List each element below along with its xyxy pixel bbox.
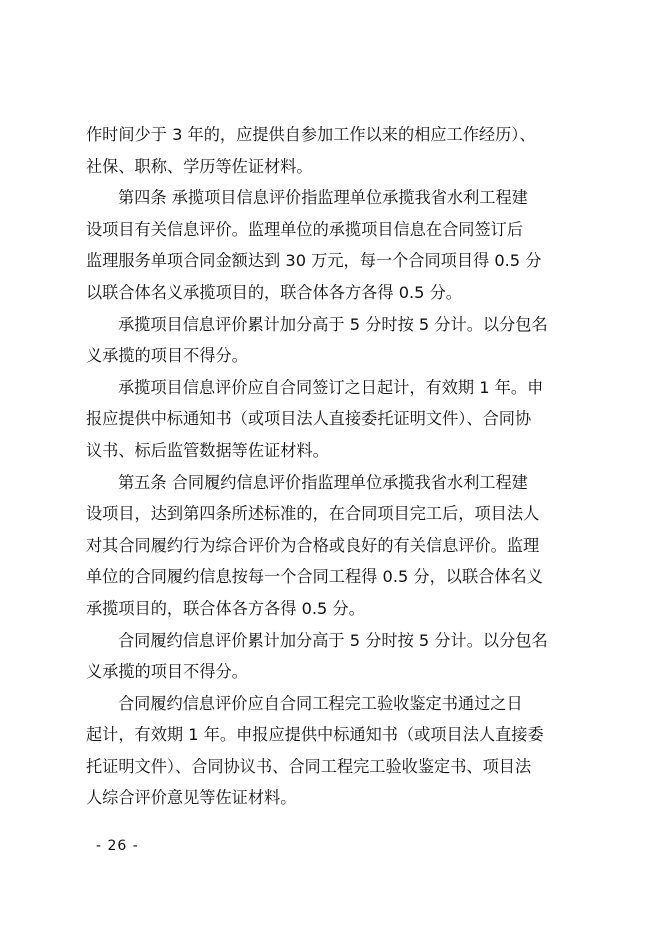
text-line: 单位的合同履约信息按每一个合同工程得 0.5 分，以联合体名义	[86, 567, 543, 587]
text-line: 承揽项目的，联合体各方各得 0.5 分。	[86, 598, 365, 618]
text-line: 人综合评价意见等佐证材料。	[86, 788, 297, 808]
text-line: 设项目，达到第四条所述标准的，在合同项目完工后，项目法人	[86, 504, 540, 524]
text-line: 义承揽的项目不得分。	[86, 662, 248, 682]
page-number: - 26 -	[96, 838, 139, 854]
article-4-heading-line: 第四条 承揽项目信息评价指监理单位承揽我省水利工程建	[118, 188, 528, 208]
paragraph-first-line: 承揽项目信息评价应自合同签订之日起计，有效期 1 年。申	[118, 377, 544, 397]
text-line: 设项目有关信息评价。监理单位的承揽项目信息在合同签订后	[86, 219, 524, 239]
paragraph-first-line: 合同履约信息评价累计加分高于 5 分时按 5 分计。以分包名	[118, 630, 548, 650]
paragraph-first-line: 承揽项目信息评价累计加分高于 5 分时按 5 分计。以分包名	[118, 314, 548, 334]
text-line: 对其合同履约行为综合评价为合格或良好的有关信息评价。监理	[86, 535, 540, 555]
text-line: 监理服务单项合同金额达到 30 万元，每一个合同项目得 0.5 分	[86, 251, 542, 271]
text-line: 社保、职称、学历等佐证材料。	[86, 156, 313, 176]
paragraph-first-line: 合同履约信息评价应自合同工程完工验收鉴定书通过之日	[118, 693, 523, 713]
body-text	[86, 119, 578, 814]
text-line: 以联合体名义承揽项目的，联合体各方各得 0.5 分。	[86, 282, 462, 302]
text-line: 作时间少于 3 年的，应提供自参加工作以来的相应工作经历）、	[86, 125, 536, 144]
text-line: 报应提供中标通知书（或项目法人直接委托证明文件）、合同协	[86, 409, 532, 429]
text-line: 托证明文件）、合同协议书、合同工程完工验收鉴定书、项目法	[86, 756, 532, 776]
text-line: 起计，有效期 1 年。申报应提供中标通知书（或项目法人直接委	[86, 725, 544, 745]
text-line: 义承揽的项目不得分。	[86, 346, 248, 366]
article-5-heading-line: 第五条 合同履约信息评价指监理单位承揽我省水利工程建	[118, 472, 528, 492]
text-line: 议书、标后监管数据等佐证材料。	[86, 440, 329, 460]
